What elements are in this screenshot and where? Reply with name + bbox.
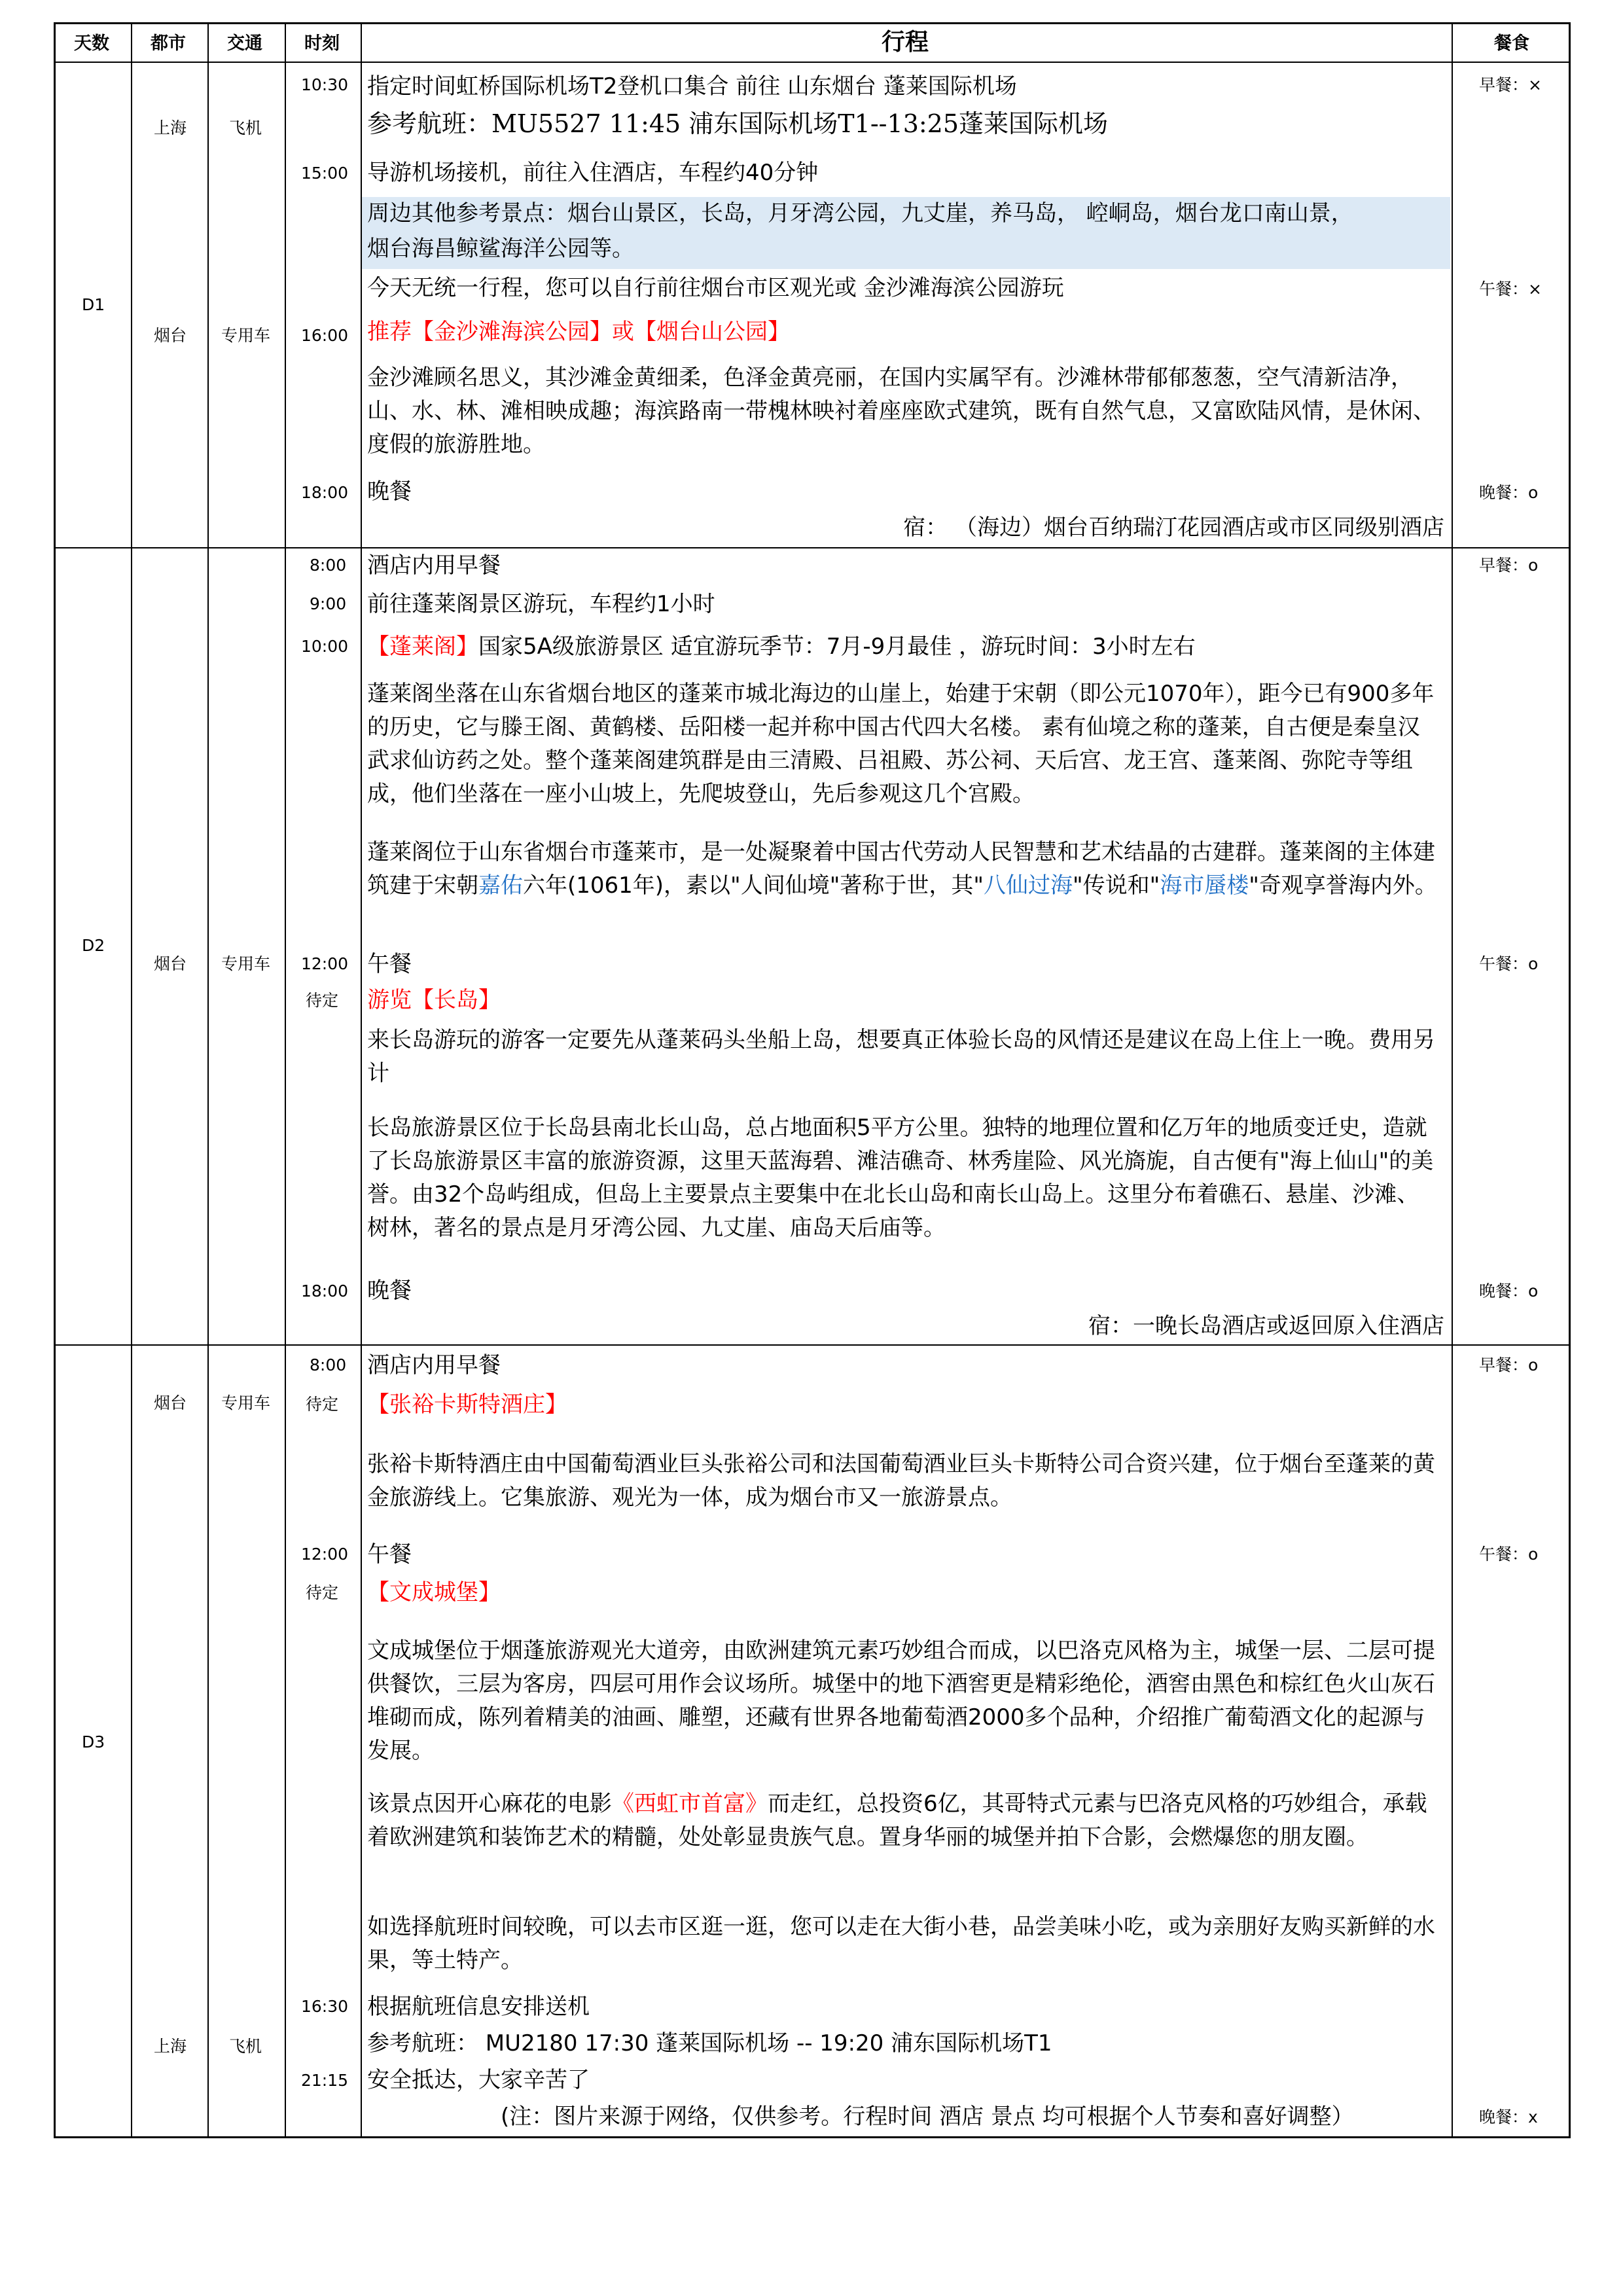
recommend-line: 推荐【金沙滩海滨公园】或【烟台山公园】 [367, 319, 790, 345]
header-itinerary: 行程 [882, 29, 929, 56]
description-paragraph: 长岛旅游景区位于长岛县南北长山岛，总占地面积5平方公里。独特的地理位置和亿万年的地质变迁史，造就了长岛旅游景区丰富的旅游资源，这里天蓝海碧、滩洁礁奇、林秀崖险、风光旖旎，自古便有"海上仙山"的美誉。由32个岛屿组成，但岛上主要景点主要集中在北长山岛和南长山岛上。这里分布着礁石、悬崖、沙滩、树林，著名的景点是月牙湾公园、九丈崖、庙岛天后庙等。 [367, 1115, 1434, 1241]
itinerary-line: 指定时间虹桥国际机场T2登机口集合 前往 山东烟台 蓬莱国际机场 [367, 73, 1017, 99]
accommodation-line: 宿：一晚长岛酒店或返回原入住酒店 [1088, 1313, 1444, 1339]
attraction-title: 游览【长岛】 [367, 987, 501, 1013]
text-run: 而走红，总投资6亿，其哥特式元素与巴洛克风格的巧妙组合，承载着欧洲建筑和装饰艺术的精髓，处处彰显贵族气息。置身华丽的城堡并拍下合影，会燃爆您的朋友圈。 [367, 1791, 1427, 1850]
text-run: 该景点因开心麻花的电影 [367, 1791, 612, 1817]
day-label: D1 [82, 295, 105, 314]
description-paragraph [367, 836, 1440, 903]
footnote: (注：图片来源于网络，仅供参考。行程时间 酒店 景点 均可根据个人节奏和喜好调整） [501, 2104, 1354, 2130]
description-paragraph [367, 1787, 1440, 1854]
city-cell: 烟台 [154, 954, 187, 973]
header-meals: 餐食 [1494, 33, 1529, 54]
description-paragraph: 蓬莱阁坐落在山东省烟台地区的蓬莱市城北海边的山崖上，始建于宋朝（即公元1070年），距今已有900多年的历史，它与滕王阁、黄鹤楼、岳阳楼一起并称中国古代四大名楼。 素有仙境之称的蓬莱，自古便是秦皇汉武求仙访药之处。整个蓬莱阁建筑群是由三清殿、吕祖殿、苏公祠、天后宫、龙王宫、蓬莱阁、弥陀寺等组成，他们坐落在一座小山坡上，先爬坡登山，先后参观这几个宫殿。 [367, 681, 1435, 807]
flight-info: 参考航班： MU2180 17:30 蓬莱国际机场 -- 19:20 浦东国际机场T1 [367, 2030, 1052, 2056]
meal-dinner: 晚餐：o [1479, 483, 1539, 502]
time-cell: 21:15 [301, 2071, 349, 2090]
link-text[interactable]: 八仙过海 [983, 872, 1073, 899]
city-cell: 烟台 [154, 1393, 187, 1412]
itinerary-table [54, 22, 1571, 2138]
meal-breakfast: 早餐：× [1479, 75, 1542, 94]
itinerary-line: 周边其他参考景点：烟台山景区，长岛，月牙湾公园，九丈崖，养马岛， 崆峒岛，烟台龙口南山景， [367, 200, 1353, 226]
attraction-title: 【蓬莱阁】 [367, 634, 478, 660]
description-paragraph: 文成城堡位于烟蓬旅游观光大道旁，由欧洲建筑元素巧妙组合而成，以巴洛克风格为主，城堡一层、二层可提供餐饮，三层为客房，四层可用作会议场所。城堡中的地下酒窖更是精彩绝伦，酒窖由黑色和棕红色火山灰石堆砌而成，陈列着精美的油画、雕塑，还藏有世界各地葡萄酒2000多个品种，介绍推广葡萄酒文化的起源与发展。 [367, 1638, 1435, 1764]
transport-cell: 专用车 [221, 954, 271, 973]
transport-cell: 飞机 [229, 118, 262, 137]
itinerary-line: 烟台海昌鲸鲨海洋公园等。 [367, 236, 634, 262]
itinerary-line [367, 636, 1196, 658]
description-paragraph: 张裕卡斯特酒庄由中国葡萄酒业巨头张裕公司和法国葡萄酒业巨头卡斯特公司合资兴建，位于烟台至蓬莱的黄金旅游线上。它集旅游、观光为一体，成为烟台市又一旅游景点。 [367, 1451, 1435, 1511]
city-cell: 上海 [154, 2037, 187, 2056]
text-run: "奇观享誉海内外。 [1249, 872, 1437, 899]
time-cell: 15:00 [301, 164, 349, 183]
description-paragraph: 金沙滩顾名思义，其沙滩金黄细柔，色泽金黄亮丽，在国内实属罕有。沙滩林带郁郁葱葱，空气清新洁净，山、水、林、滩相映成趣；海滨路南一带槐林映衬着座座欧式建筑，既有自然气息，又富欧陆风情，是休闲、度假的旅游胜地。 [367, 365, 1435, 457]
accommodation-line: 宿： （海边）烟台百纳瑞汀花园酒店或市区同级别酒店 [903, 514, 1444, 541]
itinerary-line: 前往蓬莱阁景区游玩，车程约1小时 [367, 591, 715, 617]
time-cell: 8:00 [310, 556, 347, 575]
meal-lunch: 午餐：× [1479, 279, 1542, 298]
header-transport: 交通 [227, 33, 262, 54]
itinerary-line: 今天无统一行程，您可以自行前往烟台市区观光或 金沙滩海滨公园游玩 [367, 275, 1064, 301]
text-run: 蓬莱阁位于山东省烟台市蓬莱市，是一处凝聚着中国古代劳动人民智慧和艺术结晶的古建群。蓬莱阁的主体建筑建于宋朝 [367, 839, 1435, 899]
time-cell: 16:30 [301, 1997, 349, 2016]
text-run: "传说和" [1072, 872, 1160, 899]
time-cell: 8:00 [310, 1355, 347, 1374]
header-city: 都市 [151, 33, 186, 54]
header-day: 天数 [74, 33, 109, 54]
dinner-line: 晚餐 [367, 478, 412, 505]
link-text[interactable]: 海市蜃楼 [1160, 872, 1249, 899]
description-paragraph: 来长岛游玩的游客一定要先从蓬莱码头坐船上岛，想要真正体验长岛的风情还是建议在岛上住上一晚。费用另计 [367, 1027, 1435, 1086]
meal-lunch: 午餐：o [1479, 1545, 1539, 1564]
time-cell: 12:00 [301, 1545, 349, 1564]
transport-cell: 飞机 [229, 2037, 262, 2056]
city-cell: 上海 [154, 118, 187, 137]
attraction-info: 国家5A级旅游景区 适宜游玩季节：7月-9月最佳 ，游玩时间：3小时左右 [478, 634, 1196, 660]
itinerary-line: 安全抵达，大家辛苦了 [367, 2067, 590, 2093]
lunch-line: 午餐 [367, 1541, 412, 1568]
time-cell: 10:00 [301, 637, 349, 656]
itinerary-line: 导游机场接机，前往入住酒店，车程约40分钟 [367, 160, 819, 186]
movie-title: 《西虹市首富》 [612, 1791, 768, 1817]
meal-breakfast: 早餐：o [1479, 556, 1539, 575]
meal-breakfast: 早餐：o [1479, 1355, 1539, 1374]
dinner-line: 晚餐 [367, 1278, 412, 1304]
time-cell: 18:00 [301, 1282, 349, 1300]
time-cell: 待定 [306, 991, 339, 1010]
time-cell: 12:00 [301, 954, 349, 973]
text-run: 六年(1061年)，素以"人间仙境"著称于世，其" [523, 872, 984, 899]
time-cell: 待定 [306, 1395, 339, 1414]
meal-dinner: 晚餐：o [1479, 1282, 1539, 1300]
flight-info: 参考航班：MU5527 11:45 浦东国际机场T1--13:25蓬莱国际机场 [367, 109, 1109, 138]
day-label: D3 [82, 1732, 105, 1751]
header-time: 时刻 [304, 33, 340, 54]
transport-cell: 专用车 [221, 1393, 271, 1412]
meal-lunch: 午餐：o [1479, 954, 1539, 973]
transport-cell: 专用车 [221, 326, 271, 345]
description-paragraph: 如选择航班时间较晚，可以去市区逛一逛，您可以走在大街小巷，品尝美味小吃，或为亲朋好友购买新鲜的水果，等土特产。 [367, 1914, 1435, 1973]
time-cell: 16:00 [301, 326, 349, 345]
attraction-title: 【张裕卡斯特酒庄】 [367, 1391, 567, 1418]
attraction-title: 【文成城堡】 [367, 1579, 501, 1605]
itinerary-line: 酒店内用早餐 [367, 1352, 501, 1378]
time-cell: 10:30 [301, 75, 349, 94]
time-cell: 9:00 [310, 594, 347, 613]
day-label: D2 [82, 936, 105, 955]
time-cell: 待定 [306, 1583, 339, 1602]
itinerary-line: 根据航班信息安排送机 [367, 1994, 590, 2020]
time-cell: 18:00 [301, 483, 349, 502]
lunch-line: 午餐 [367, 951, 412, 977]
meal-dinner: 晚餐：x [1479, 2108, 1538, 2126]
city-cell: 烟台 [154, 326, 187, 345]
link-text[interactable]: 嘉佑 [478, 872, 523, 899]
itinerary-line: 酒店内用早餐 [367, 552, 501, 579]
